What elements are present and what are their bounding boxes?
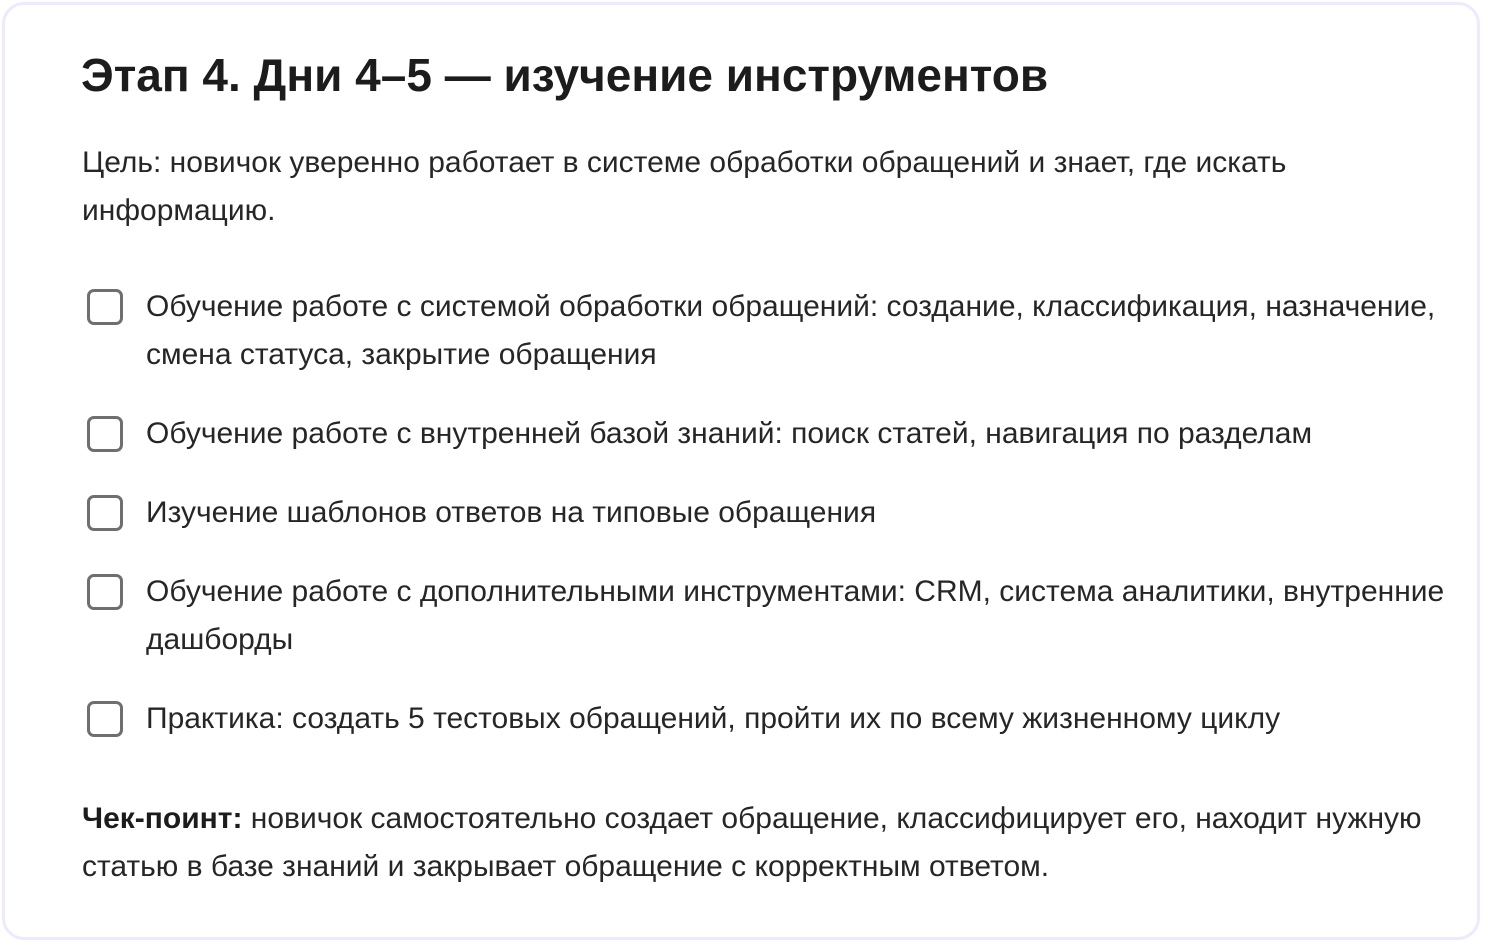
checklist-item-label: Обучение работе с системой обработки обращений: создание, классификация, назначение, смена статуса, закрытие обращения xyxy=(146,290,1436,371)
checklist-item[interactable] xyxy=(87,695,1447,743)
checkpoint-label: Чек-поинт: xyxy=(82,802,243,835)
checklist-item[interactable] xyxy=(87,568,1447,664)
task-checklist xyxy=(87,283,1447,743)
task-checkbox[interactable] xyxy=(87,289,123,325)
checklist-item-label: Обучение работе с дополнительными инструментами: CRM, система аналитики, внутренние дашборды xyxy=(146,575,1445,656)
checkpoint-note xyxy=(82,795,1452,891)
stage-title: Этап 4. Дни 4–5 — изучение инструментов xyxy=(81,49,1049,101)
task-checkbox[interactable] xyxy=(87,495,123,531)
checklist-item-label: Обучение работе с внутренней базой знаний: поиск статей, навигация по разделам xyxy=(146,417,1313,450)
checklist-item[interactable] xyxy=(87,283,1447,379)
checklist-item-label: Практика: создать 5 тестовых обращений, пройти их по всему жизненному циклу xyxy=(146,702,1281,735)
stage-goal: Цель: новичок уверенно работает в системе обработки обращений и знает, где искать информацию. xyxy=(82,146,1287,227)
task-checkbox[interactable] xyxy=(87,701,123,737)
checklist-item[interactable] xyxy=(87,489,1447,537)
checklist-item-label: Изучение шаблонов ответов на типовые обращения xyxy=(146,496,877,529)
stage-card xyxy=(2,2,1480,940)
checklist-item[interactable] xyxy=(87,410,1447,458)
checkpoint-text: новичок самостоятельно создает обращение, классифицирует его, находит нужную статью в базе знаний и закрывает обращение с корректным ответом. xyxy=(82,802,1422,883)
task-checkbox[interactable] xyxy=(87,416,123,452)
task-checkbox[interactable] xyxy=(87,574,123,610)
